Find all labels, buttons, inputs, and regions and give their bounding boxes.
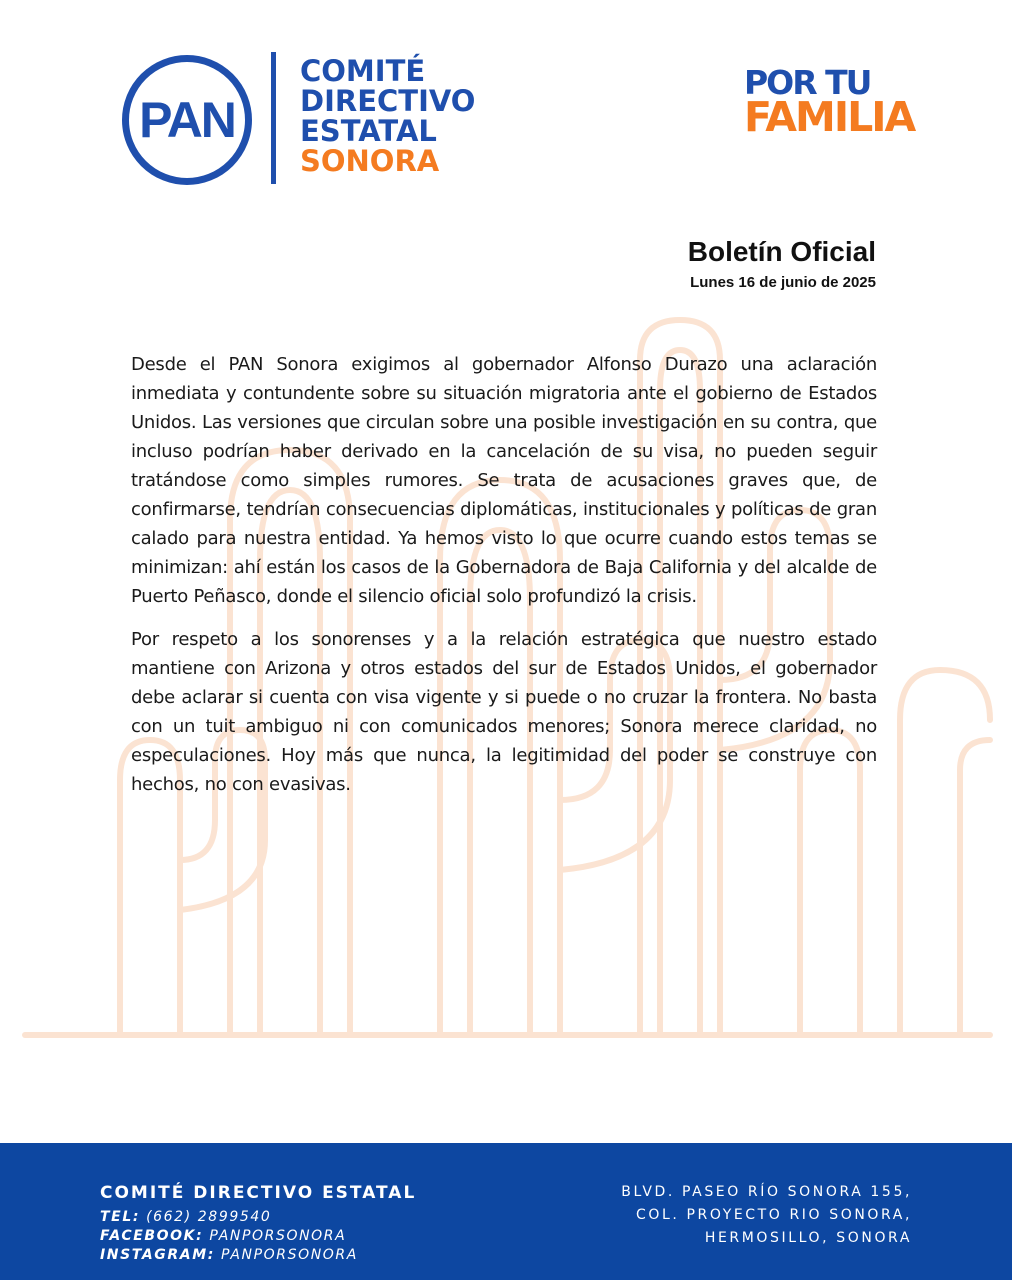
- footer-org: COMITÉ DIRECTIVO ESTATAL: [100, 1183, 417, 1203]
- logo-divider: [271, 52, 276, 184]
- footer-address: [621, 1181, 912, 1250]
- body-paragraph-2: Por respeto a los sonorenses y a la relación estratégica que nuestro estado mantiene con Arizona y otros estados del sur de Estados Unidos, el gobernador debe aclarar si cuenta con visa vigente y si puede o no cruzar la frontera. No basta con un tuit ambiguo ni con comunicados menores; Sonora merece claridad, no especulaciones. Hoy más que nunca, la legitimidad del poder se construye con hechos, no con evasivas.: [131, 629, 877, 795]
- bulletin-header: [688, 236, 876, 291]
- footer-contact: [100, 1183, 416, 1265]
- address-line-2: COL. PROYECTO RIO SONORA,: [635, 1207, 912, 1223]
- committee-name: [300, 56, 475, 176]
- slogan-line-1: POR TU: [744, 63, 871, 102]
- pan-logo-text: PAN: [139, 92, 235, 148]
- footer: [0, 1143, 1012, 1280]
- bulletin-title: Boletín Oficial: [687, 236, 876, 267]
- address-line-1: BLVD. PASEO RÍO SONORA 155,: [621, 1184, 912, 1200]
- bulletin-date: Lunes 16 de junio de 2025: [690, 274, 876, 291]
- footer-facebook: [100, 1227, 416, 1246]
- bulletin-body: [131, 350, 877, 799]
- committee-line-2: DIRECTIVO: [300, 84, 476, 118]
- committee-line-3: ESTATAL: [300, 114, 437, 148]
- tel-value: (662) 2899540: [146, 1209, 272, 1225]
- pan-logo: [122, 55, 252, 185]
- facebook-value: PANPORSONORA: [209, 1228, 347, 1244]
- footer-instagram: [100, 1246, 416, 1265]
- committee-line-1: COMITÉ: [300, 54, 426, 88]
- facebook-label: FACEBOOK:: [100, 1228, 204, 1244]
- slogan-line-2: FAMILIA: [744, 93, 915, 141]
- instagram-value: PANPORSONORA: [221, 1247, 358, 1263]
- tel-label: TEL:: [100, 1209, 141, 1225]
- footer-tel: [100, 1208, 416, 1227]
- committee-state: SONORA: [300, 144, 440, 178]
- address-line-3: HERMOSILLO, SONORA: [704, 1230, 912, 1246]
- instagram-label: INSTAGRAM:: [100, 1247, 215, 1263]
- letterhead: [0, 0, 1012, 220]
- body-paragraph-1: Desde el PAN Sonora exigimos al gobernador Alfonso Durazo una aclaración inmediata y contundente sobre su situación migratoria ante el gobierno de Estados Unidos. Las versiones que circulan sobre una posible investigación en su contra, que incluso podrían haber derivado en la cancelación de su visa, no pueden seguir tratándose como simples rumores. Se trata de acusaciones graves que, de confirmarse, tendrían consecuencias diplomáticas, institucionales y políticas de gran calado para nuestra entidad. Ya hemos visto lo que ocurre cuando estos temas se minimizan: ahí están los casos de la Gobernadora de Baja California y del alcalde de Puerto Peñasco, donde el silencio oficial solo profundizó la crisis.: [131, 354, 877, 607]
- slogan-logo: [744, 63, 915, 141]
